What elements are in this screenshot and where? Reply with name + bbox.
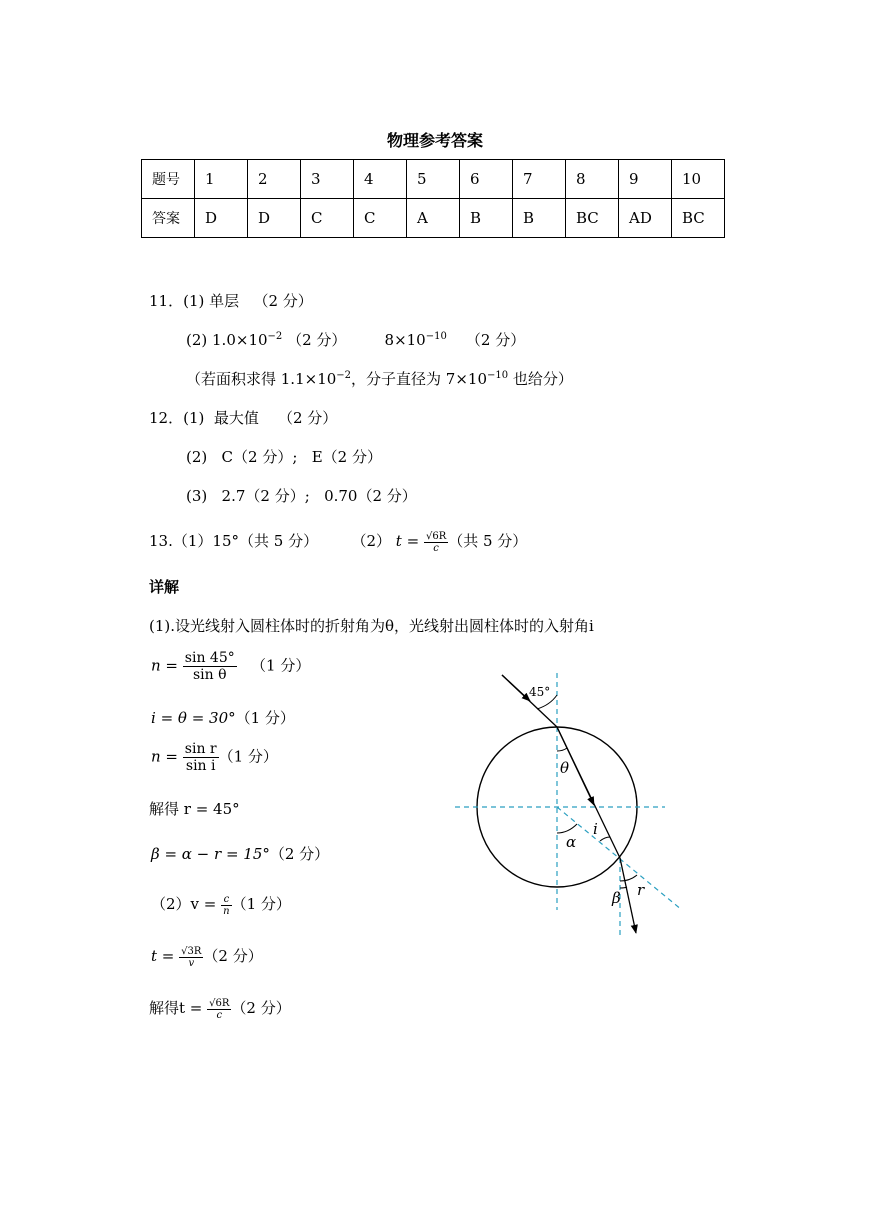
denominator: sin θ [192,667,227,683]
score: （2 分） [231,999,291,1017]
refraction-diagram [450,665,700,945]
question-number: 9 [619,160,672,199]
equation-1 [151,650,310,683]
eq-lhs: t = [151,947,175,965]
q13-t-eq: t = [395,532,420,550]
q13-part-1: 13.（1）15°（共 5 分） [149,532,319,550]
numerator: sin r [184,741,217,757]
equation-8 [149,997,291,1021]
exponent: −2 [336,370,352,381]
label-beta: β [612,889,621,907]
question-number: 1 [195,160,248,199]
angle-r-arc [620,875,637,881]
eq-body: i = θ = 30° [151,709,236,727]
q12-line-1: 12．(1) 最大值 （2 分） [149,409,338,427]
answer-cell: C [354,199,407,238]
answer-cell: BC [566,199,619,238]
answer-cell: A [407,199,460,238]
fraction [179,946,203,969]
detail-heading: 详解 [149,578,180,596]
answer-cell: C [301,199,354,238]
score: （2 分） [465,331,526,349]
denominator: c [433,542,439,554]
equation-2 [151,707,295,728]
angle-theta-arc [557,748,567,751]
note-part: ，分子直径为 7×10 [351,370,487,388]
q12-line-2: (2) C（2 分）; E（2 分） [186,448,382,466]
equation-4: 解得 r = 45° [149,800,240,818]
angle-alpha-arc [557,824,577,833]
score: （2 分） [203,947,263,965]
eq-lhs: 解得t = [149,999,203,1017]
label-r: r [637,881,645,899]
score: （2 分） [253,292,313,310]
q13-summary [149,530,527,554]
equation-6 [151,893,291,917]
q12-line-3: (3) 2.7（2 分）; 0.70（2 分） [186,487,417,505]
exponent: −10 [425,331,447,342]
score: （1 分） [218,747,278,766]
eq-lhs: n = [151,747,178,766]
denominator: n [223,905,230,917]
q11-prefix: 11．(1) [149,292,210,310]
answer-cell: B [460,199,513,238]
question-number: 7 [513,160,566,199]
numerator: c [221,894,231,906]
detail-intro: (1).设光线射入圆柱体时的折射角为θ，光线射出圆柱体时的入射角i [149,617,594,635]
score: （1 分） [251,656,311,675]
fraction [221,894,231,917]
q11-line-1 [149,290,313,311]
question-number: 5 [407,160,460,199]
label-theta: θ [560,759,570,777]
incident-arrow-icon [502,675,530,701]
score: （1 分） [231,895,291,913]
numerator: √6R [209,997,230,1009]
numerator: √3R [181,945,202,957]
fraction [183,650,237,683]
row-label: 题号 [142,160,195,199]
denominator: c [216,1009,223,1021]
exponent: −2 [267,331,283,342]
question-number: 3 [301,160,354,199]
eq-body: β = α − r = 15° [151,845,270,863]
label-i: i [593,820,598,838]
angle-i-arc [600,837,610,841]
label-45: 45° [529,685,551,699]
eq-lhs: n = [151,656,178,675]
note-part: 也给分） [508,370,573,388]
answer-table [141,159,725,238]
question-number: 10 [672,160,725,199]
table-row [142,199,725,238]
equation-3 [151,741,278,774]
numerator: √6R [425,530,447,542]
equation-5 [151,843,329,864]
q11-note [186,368,573,389]
fraction [207,998,231,1021]
q13-part-2-label: （2） [351,532,392,550]
page-title: 物理参考答案 [386,131,483,150]
q11-line-2 [186,329,525,350]
question-number: 2 [248,160,301,199]
answer-cell: D [248,199,301,238]
q11-answer-2b: 8×10 [384,331,426,349]
denominator: sin i [185,758,216,774]
answer-cell: B [513,199,566,238]
fraction [424,531,448,554]
q11-answer-1: 单层 [209,292,240,310]
exit-ray [620,858,636,933]
row-label: 答案 [142,199,195,238]
score: （2 分） [287,331,347,349]
q11-answer-2a: (2) 1.0×10 [186,331,268,349]
score: （2 分） [269,845,330,863]
answer-cell: BC [672,199,725,238]
eq-lhs: （2）v = [151,895,217,913]
equation-7 [151,945,263,969]
angle-beta-arc [620,887,627,888]
score: （共 5 分） [448,532,528,550]
exponent: −10 [487,370,509,381]
question-number: 6 [460,160,513,199]
table-row [142,160,725,199]
note-part: （若面积求得 1.1×10 [186,370,337,388]
question-number: 4 [354,160,407,199]
numerator: sin 45° [184,650,235,666]
label-alpha: α [566,833,577,851]
answer-cell: AD [619,199,672,238]
denominator: v [188,957,195,969]
answer-cell: D [195,199,248,238]
score: （1 分） [235,709,295,727]
question-number: 8 [566,160,619,199]
fraction [183,741,219,774]
